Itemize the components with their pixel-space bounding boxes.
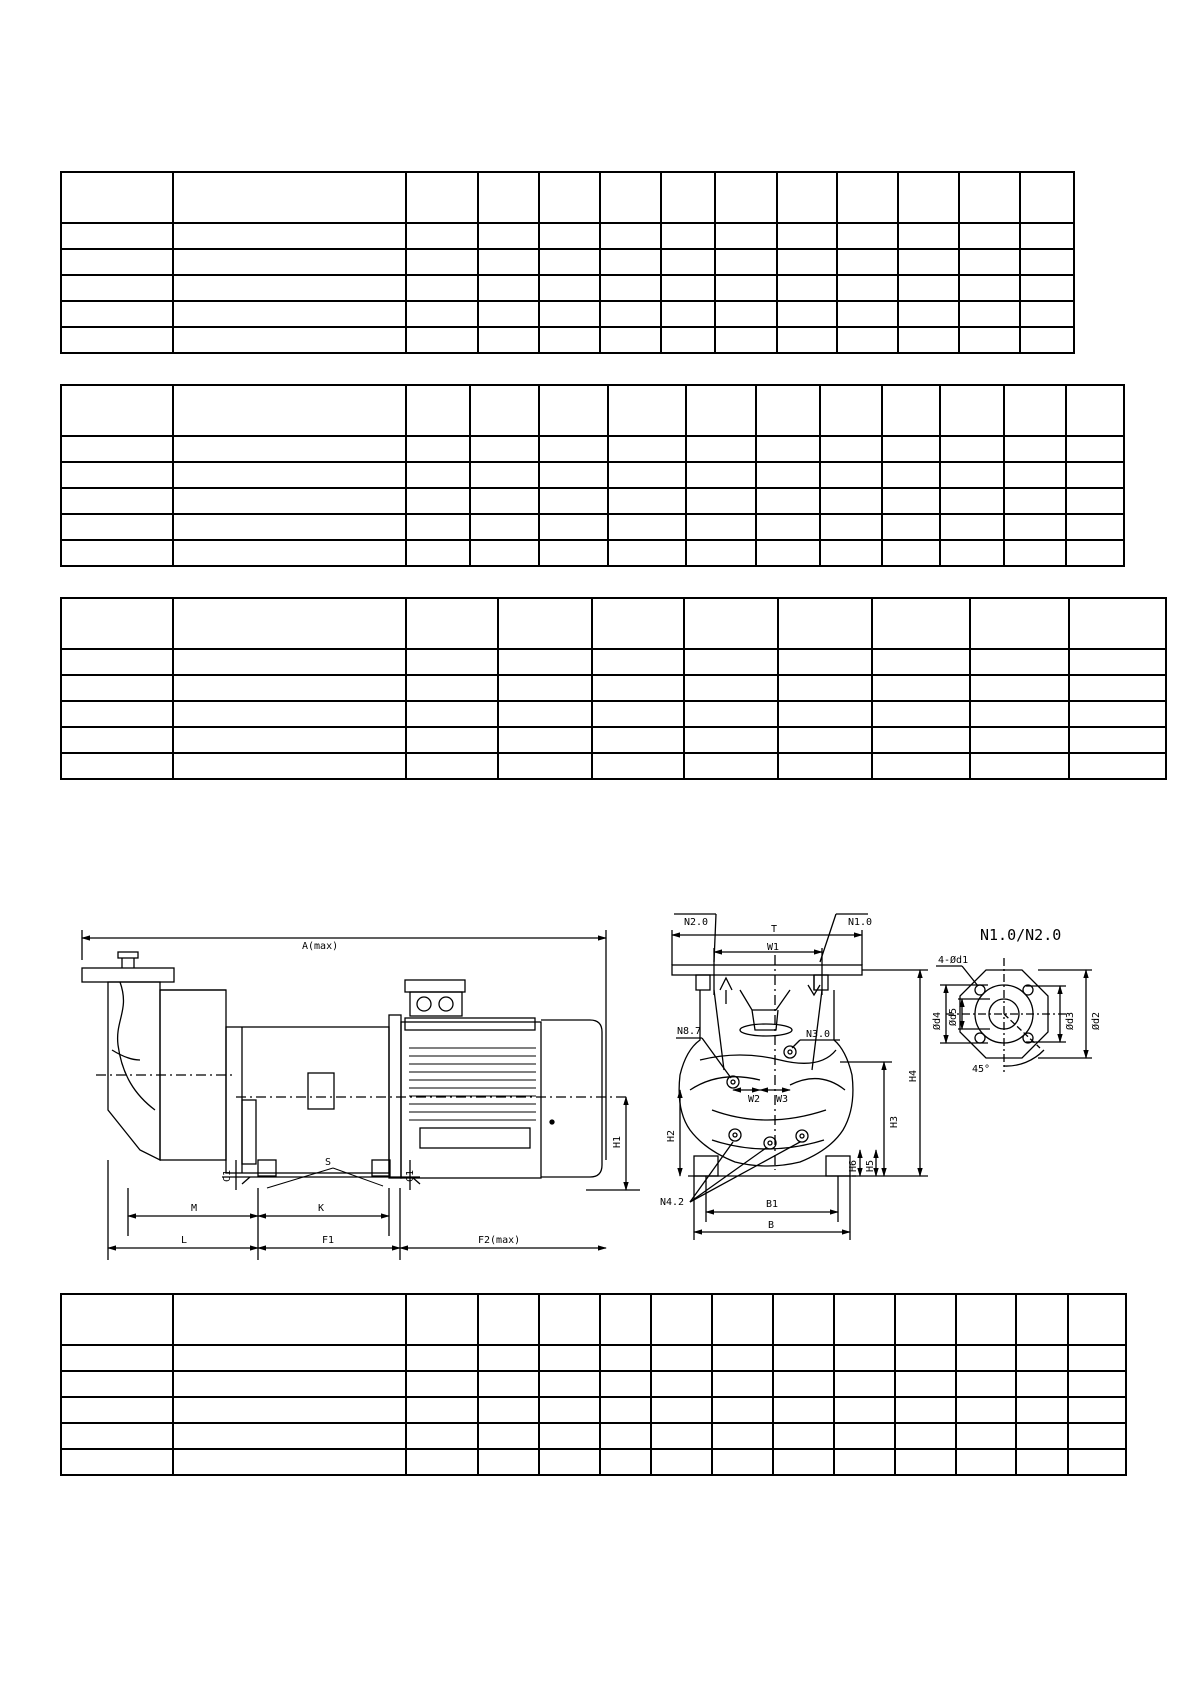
label-h2: H2 xyxy=(666,1129,677,1142)
table-row-rule xyxy=(60,1448,1127,1450)
table-row-rule xyxy=(60,597,1167,599)
table-column-rule xyxy=(714,171,716,354)
table-column-rule xyxy=(711,1293,713,1476)
table-column-rule xyxy=(172,171,174,354)
table-column-rule xyxy=(599,171,601,354)
label-f1: F1 xyxy=(322,1235,335,1246)
table-row-rule xyxy=(60,726,1167,728)
table-column-rule xyxy=(60,597,62,780)
table-column-rule xyxy=(969,597,971,780)
table-column-rule xyxy=(405,1293,407,1476)
table-row-rule xyxy=(60,1293,1127,1295)
table-column-rule xyxy=(1067,1293,1069,1476)
label-n42: N4.2 xyxy=(660,1197,685,1208)
label-n30: N3.0 xyxy=(806,1029,831,1040)
table-column-rule xyxy=(777,597,779,780)
table-row-rule xyxy=(60,384,1125,386)
table-column-rule xyxy=(60,384,62,567)
table-column-rule xyxy=(477,1293,479,1476)
table-column-rule xyxy=(685,384,687,567)
table-column-rule xyxy=(538,384,540,567)
table-row-rule xyxy=(60,674,1167,676)
table-column-rule xyxy=(60,1293,62,1476)
label-n87: N8.7 xyxy=(677,1026,702,1037)
table-column-rule xyxy=(958,171,960,354)
table-column-rule xyxy=(538,1293,540,1476)
label-w2: W2 xyxy=(748,1094,761,1105)
table-row-rule xyxy=(60,222,1075,224)
technical-drawing xyxy=(0,880,1191,1246)
label-holes: 4-Ød1 xyxy=(938,955,969,966)
table-row-rule xyxy=(60,326,1075,328)
table-row-rule xyxy=(60,1422,1127,1424)
table-column-rule xyxy=(1125,1293,1127,1476)
table-column-rule xyxy=(1015,1293,1017,1476)
table-column-rule xyxy=(405,384,407,567)
label-b1: B1 xyxy=(766,1199,779,1210)
front-view xyxy=(672,914,928,1240)
table-row-rule xyxy=(60,487,1125,489)
table-column-rule xyxy=(477,171,479,354)
table-row-rule xyxy=(60,1370,1127,1372)
label-h3: H3 xyxy=(889,1115,900,1128)
label-d5: Ød5 xyxy=(948,1007,959,1026)
label-c1-right: C1 xyxy=(405,1169,416,1182)
label-b: B xyxy=(768,1220,775,1231)
table-row-rule xyxy=(60,565,1125,567)
table-column-rule xyxy=(894,1293,896,1476)
table-column-rule xyxy=(833,1293,835,1476)
table-column-rule xyxy=(591,597,593,780)
label-m: M xyxy=(191,1203,198,1214)
table-column-rule xyxy=(497,597,499,780)
table-column-rule xyxy=(776,171,778,354)
table-column-rule xyxy=(650,1293,652,1476)
table-column-rule xyxy=(836,171,838,354)
label-c1-left: C1 xyxy=(222,1169,233,1182)
label-d3: Ød3 xyxy=(1065,1011,1076,1030)
table-column-rule xyxy=(1068,597,1070,780)
table-column-rule xyxy=(1003,384,1005,567)
table-row-rule xyxy=(60,1474,1127,1476)
label-d2: Ød2 xyxy=(1091,1011,1102,1030)
table-row-rule xyxy=(60,435,1125,437)
table-column-rule xyxy=(60,171,62,354)
label-w3: W3 xyxy=(776,1094,789,1105)
side-view-labels xyxy=(181,941,623,1246)
front-view-labels xyxy=(660,917,919,1231)
table-column-rule xyxy=(1065,384,1067,567)
table-column-rule xyxy=(772,1293,774,1476)
label-d4: Ød4 xyxy=(932,1011,943,1030)
table-column-rule xyxy=(683,597,685,780)
label-a-max: A(max) xyxy=(302,941,339,952)
table-column-rule xyxy=(755,384,757,567)
table-column-rule xyxy=(538,171,540,354)
table-row-rule xyxy=(60,513,1125,515)
table-column-rule xyxy=(955,1293,957,1476)
table-row-rule xyxy=(60,778,1167,780)
table-column-rule xyxy=(1165,597,1167,780)
label-t: T xyxy=(771,924,778,935)
label-angle: 45° xyxy=(972,1064,991,1075)
label-s: S xyxy=(325,1157,332,1168)
flange-view-labels xyxy=(931,926,1102,1075)
label-n10: N1.0 xyxy=(848,917,873,928)
side-view xyxy=(82,930,640,1260)
table-row-rule xyxy=(60,539,1125,541)
table-row-rule xyxy=(60,1344,1127,1346)
table-column-rule xyxy=(939,384,941,567)
table-column-rule xyxy=(599,1293,601,1476)
table-row-rule xyxy=(60,274,1075,276)
table-column-rule xyxy=(1123,384,1125,567)
table-row-rule xyxy=(60,352,1075,354)
table-row-rule xyxy=(60,171,1075,173)
table-column-rule xyxy=(897,171,899,354)
label-h1: H1 xyxy=(612,1135,623,1148)
table-column-rule xyxy=(819,384,821,567)
table-column-rule xyxy=(607,384,609,567)
table-column-rule xyxy=(881,384,883,567)
label-h6: H6 xyxy=(848,1159,859,1172)
label-h4: H4 xyxy=(908,1069,919,1082)
table-row-rule xyxy=(60,461,1125,463)
label-h5: H5 xyxy=(865,1159,876,1172)
table-column-rule xyxy=(172,1293,174,1476)
table-column-rule xyxy=(405,597,407,780)
table-row-rule xyxy=(60,752,1167,754)
table-column-rule xyxy=(469,384,471,567)
table-column-rule xyxy=(405,171,407,354)
flange-title: N1.0/N2.0 xyxy=(980,926,1062,944)
table-column-rule xyxy=(871,597,873,780)
label-n20: N2.0 xyxy=(684,917,709,928)
table-row-rule xyxy=(60,248,1075,250)
table-column-rule xyxy=(172,597,174,780)
label-w1: W1 xyxy=(767,942,780,953)
label-k: K xyxy=(318,1203,325,1214)
table-column-rule xyxy=(172,384,174,567)
table-row-rule xyxy=(60,700,1167,702)
label-f2-max: F2(max) xyxy=(478,1235,521,1246)
label-l: L xyxy=(181,1235,188,1246)
table-column-rule xyxy=(660,171,662,354)
table-row-rule xyxy=(60,648,1167,650)
table-column-rule xyxy=(1073,171,1075,354)
table-row-rule xyxy=(60,300,1075,302)
table-row-rule xyxy=(60,1396,1127,1398)
table-column-rule xyxy=(1019,171,1021,354)
